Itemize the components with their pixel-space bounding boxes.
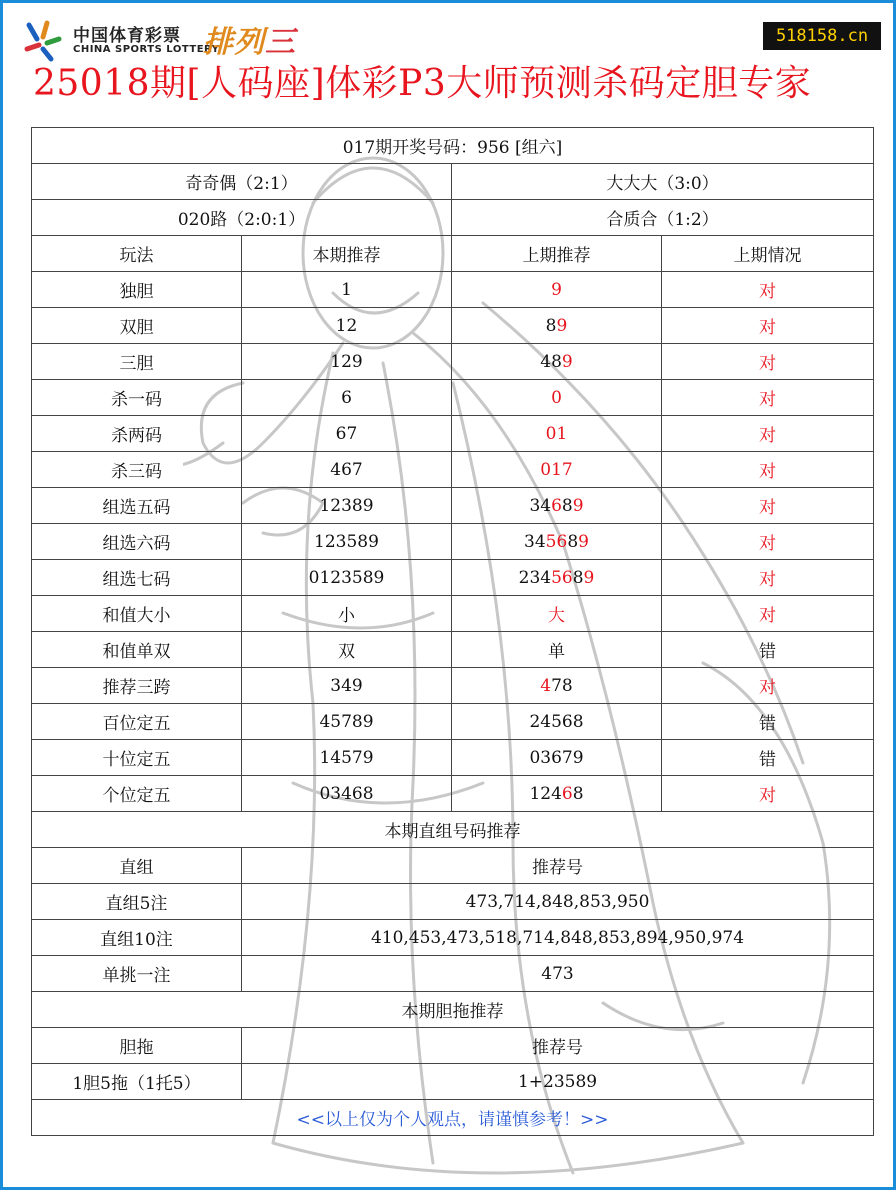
table-row (32, 308, 874, 344)
logo-game-text-main: 排列 (203, 25, 265, 60)
status-column-header: 上期情况 (662, 236, 874, 272)
table-row (32, 668, 874, 704)
big-small-pattern: 大大大（3:0） (452, 164, 874, 200)
disclaimer-link[interactable]: <<以上仅为个人观点，请谨慎参考！>> (296, 1110, 609, 1130)
previous-status: 对 (662, 560, 874, 596)
miss-digits: 8 (545, 315, 557, 336)
current-recommendation: 双 (242, 632, 452, 668)
hit-digits: 017 (540, 459, 573, 480)
table-row (32, 344, 874, 380)
previous-recommendation (452, 488, 662, 524)
site-badge[interactable]: 518158.cn (763, 22, 881, 50)
miss-digits: 单 (548, 642, 565, 662)
hit-digits: 9 (556, 315, 568, 336)
current-recommendation: 12389 (242, 488, 452, 524)
table-row (32, 704, 874, 740)
direct-pick-value: 473 (242, 956, 874, 992)
play-column-header: 玩法 (32, 236, 242, 272)
miss-digits: 48 (540, 351, 562, 372)
draw-result: 017期开奖号码：956 [组六] (32, 128, 874, 164)
table-row (32, 452, 874, 488)
play-type: 三胆 (32, 344, 242, 380)
previous-recommendation (452, 344, 662, 380)
play-type: 双胆 (32, 308, 242, 344)
header (3, 3, 893, 113)
summary-row-2 (32, 200, 874, 236)
footer-note (32, 1100, 874, 1136)
hit-digits: 0 (551, 387, 562, 408)
direct-pick-label: 直组10注 (32, 920, 242, 956)
play-type: 组选六码 (32, 524, 242, 560)
play-type: 和值单双 (32, 632, 242, 668)
direct-pick-col2-header: 推荐号 (242, 848, 874, 884)
current-recommendation: 467 (242, 452, 452, 488)
miss-digits: 234 (518, 567, 552, 588)
previous-recommendation (452, 776, 662, 812)
route-pattern: 020路（2:0:1） (32, 200, 452, 236)
previous-status: 对 (662, 416, 874, 452)
hit-digits: 9 (551, 279, 562, 300)
hit-digits: 6 (561, 783, 573, 804)
current-recommendation: 03468 (242, 776, 452, 812)
hit-digits: 大 (548, 606, 565, 626)
previous-recommendation (452, 668, 662, 704)
table-row (32, 524, 874, 560)
previous-status: 对 (662, 308, 874, 344)
miss-digits: 8 (572, 783, 584, 804)
previous-status: 对 (662, 272, 874, 308)
banker-drag-col2-header: 推荐号 (242, 1028, 874, 1064)
previous-status: 对 (662, 344, 874, 380)
miss-digits: 8 (572, 567, 584, 588)
current-column-header: 本期推荐 (242, 236, 452, 272)
table-row (32, 776, 874, 812)
banker-drag-label: 1胆5拖（1托5） (32, 1064, 242, 1100)
prediction-table (31, 127, 874, 1136)
current-recommendation: 349 (242, 668, 452, 704)
column-header-row (32, 236, 874, 272)
previous-status: 对 (662, 524, 874, 560)
previous-status: 对 (662, 488, 874, 524)
play-type: 十位定五 (32, 740, 242, 776)
hit-digits: 01 (545, 423, 568, 444)
banker-drag-title-row (32, 992, 874, 1028)
direct-pick-row (32, 920, 874, 956)
banker-drag-title: 本期胆拖推荐 (32, 992, 874, 1028)
prime-pattern: 合质合（1:2） (452, 200, 874, 236)
current-recommendation: 129 (242, 344, 452, 380)
previous-recommendation (452, 272, 662, 308)
banker-drag-value: 1+23589 (242, 1064, 874, 1100)
current-recommendation: 小 (242, 596, 452, 632)
play-type: 组选五码 (32, 488, 242, 524)
table-row (32, 380, 874, 416)
hit-digits: 9 (572, 495, 584, 516)
hit-digits: 4 (540, 675, 552, 696)
previous-recommendation (452, 524, 662, 560)
current-recommendation: 6 (242, 380, 452, 416)
hit-digits: 9 (561, 351, 573, 372)
direct-pick-value: 473,714,848,853,950 (242, 884, 874, 920)
hit-digits: 56 (551, 567, 573, 588)
miss-digits: 78 (551, 675, 573, 696)
play-type: 杀一码 (32, 380, 242, 416)
current-recommendation: 1 (242, 272, 452, 308)
table-row (32, 740, 874, 776)
previous-status: 对 (662, 776, 874, 812)
table-row (32, 632, 874, 668)
previous-status: 错 (662, 704, 874, 740)
odd-even-pattern: 奇奇偶（2:1） (32, 164, 452, 200)
play-type: 和值大小 (32, 596, 242, 632)
direct-pick-label: 直组5注 (32, 884, 242, 920)
play-type: 百位定五 (32, 704, 242, 740)
direct-pick-value: 410,453,473,518,714,848,853,894,950,974 (242, 920, 874, 956)
logo-en-text: CHINA SPORTS LOTTERY (73, 44, 220, 55)
logo-game-text-accent: 三 (265, 25, 296, 60)
logo-cn-text: 中国体育彩票 (73, 26, 181, 46)
previous-recommendation (452, 308, 662, 344)
prev-column-header: 上期推荐 (452, 236, 662, 272)
previous-status: 对 (662, 596, 874, 632)
direct-pick-col1-header: 直组 (32, 848, 242, 884)
miss-digits: 124 (529, 783, 562, 804)
direct-pick-title: 本期直组号码推荐 (32, 812, 874, 848)
current-recommendation: 67 (242, 416, 452, 452)
play-type: 组选七码 (32, 560, 242, 596)
direct-pick-row (32, 956, 874, 992)
previous-status: 对 (662, 380, 874, 416)
hit-digits: 56 (545, 531, 568, 552)
direct-pick-label: 单挑一注 (32, 956, 242, 992)
play-type: 杀三码 (32, 452, 242, 488)
previous-status: 错 (662, 740, 874, 776)
current-recommendation: 123589 (242, 524, 452, 560)
previous-recommendation (452, 380, 662, 416)
hit-digits: 9 (583, 567, 595, 588)
previous-recommendation (452, 740, 662, 776)
miss-digits: 34 (524, 531, 546, 552)
current-recommendation: 0123589 (242, 560, 452, 596)
current-recommendation: 45789 (242, 704, 452, 740)
previous-recommendation (452, 560, 662, 596)
previous-recommendation (452, 632, 662, 668)
hit-digits: 9 (578, 531, 589, 552)
previous-recommendation (452, 416, 662, 452)
banker-drag-header-row (32, 1028, 874, 1064)
play-type: 独胆 (32, 272, 242, 308)
table-row (32, 560, 874, 596)
play-type: 杀两码 (32, 416, 242, 452)
table-row (32, 272, 874, 308)
miss-digits: 8 (561, 495, 573, 516)
hit-digits: 6 (551, 495, 562, 516)
banker-drag-col1-header: 胆拖 (32, 1028, 242, 1064)
play-type: 个位定五 (32, 776, 242, 812)
previous-recommendation (452, 596, 662, 632)
table-row (32, 488, 874, 524)
previous-status: 错 (662, 632, 874, 668)
previous-recommendation (452, 704, 662, 740)
draw-result-row (32, 128, 874, 164)
previous-status: 对 (662, 668, 874, 704)
banker-drag-row (32, 1064, 874, 1100)
table-row (32, 596, 874, 632)
direct-pick-header-row (32, 848, 874, 884)
play-type: 推荐三跨 (32, 668, 242, 704)
miss-digits: 34 (529, 495, 552, 516)
miss-digits: 24568 (529, 711, 584, 732)
miss-digits: 03679 (529, 747, 584, 768)
footer-row (32, 1100, 874, 1136)
table-row (32, 416, 874, 452)
direct-pick-row (32, 884, 874, 920)
direct-pick-title-row (32, 812, 874, 848)
previous-status: 对 (662, 452, 874, 488)
summary-row-1 (32, 164, 874, 200)
miss-digits: 8 (567, 531, 579, 552)
previous-recommendation (452, 452, 662, 488)
current-recommendation: 12 (242, 308, 452, 344)
page-title: 25018期[人码座]体彩P3大师预测杀码定胆专家 (33, 63, 812, 104)
current-recommendation: 14579 (242, 740, 452, 776)
